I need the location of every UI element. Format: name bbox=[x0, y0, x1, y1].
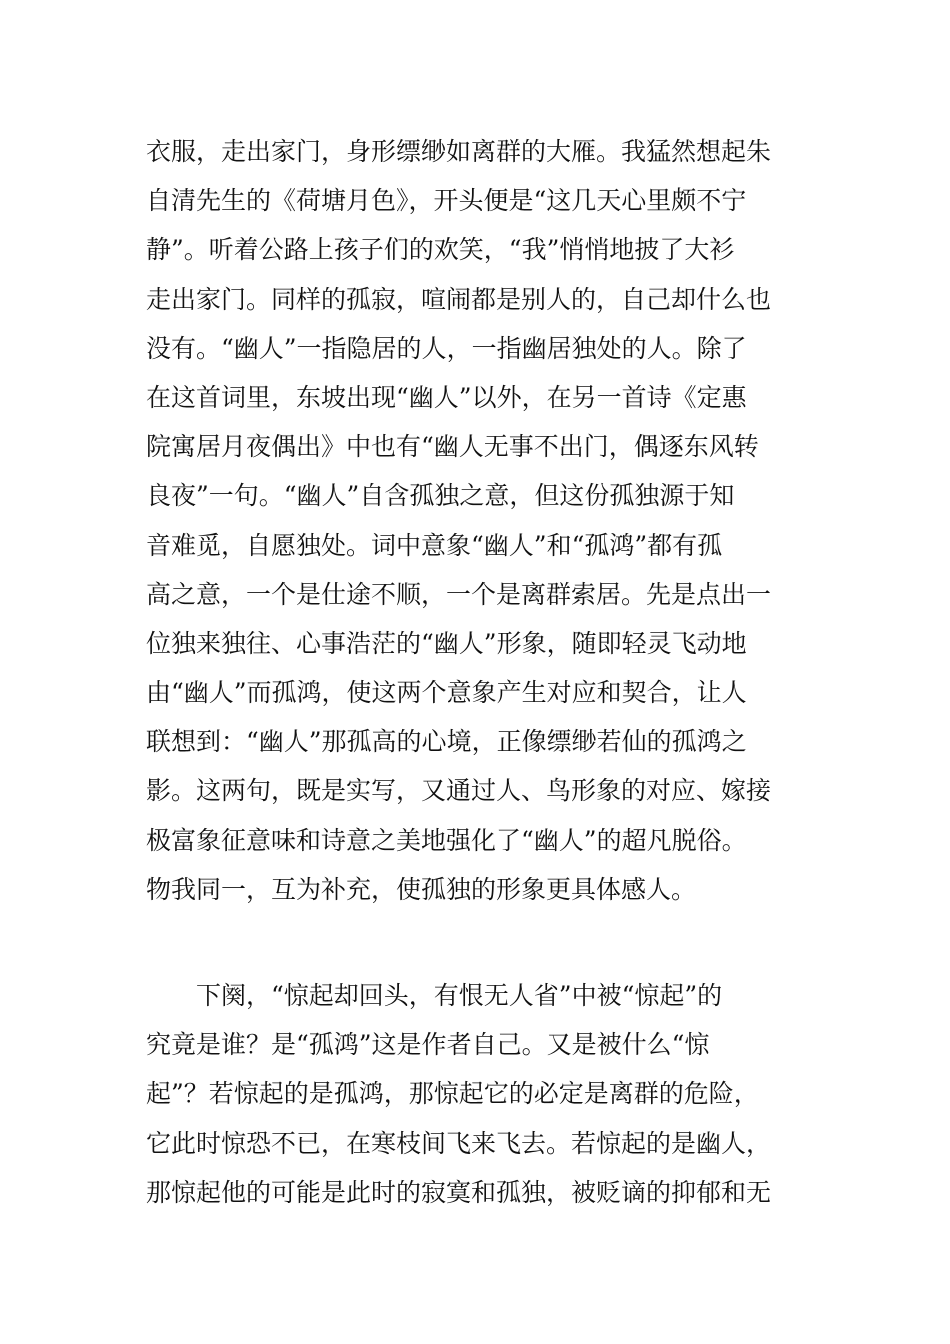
text-line: 高之意，一个是仕途不顺，一个是离群索居。先是点出一 bbox=[146, 579, 772, 609]
text-line: 衣服，走出家门，身形缥缈如离群的大雁。我猛然想起朱 bbox=[146, 137, 772, 166]
text-line: 下阕，“惊起却回头，有恨无人省”中被“惊起”的 bbox=[146, 981, 723, 1010]
text-line: 物我同一，互为补充，使孤独的形象更具体感人。 bbox=[146, 874, 697, 904]
text-line: 起”？若惊起的是孤鸿，那惊起它的必定是离群的危险， bbox=[146, 1079, 759, 1109]
text-line: 它此时惊恐不已，在寒枝间飞来飞去。若惊起的是幽人， bbox=[146, 1128, 772, 1158]
paragraph-1 bbox=[146, 127, 816, 914]
paragraph-2 bbox=[146, 971, 816, 1217]
text-line: 走出家门。同样的孤寂，喧闹都是别人的，自己却什么也 bbox=[146, 284, 772, 314]
text-line: 由“幽人”而孤鸿，使这两个意象产生对应和契合，让人 bbox=[146, 678, 747, 708]
text-line: 院寓居月夜偶出》中也有“幽人无事不出门，偶逐东风转 bbox=[146, 432, 759, 462]
text-line: 那惊起他的可能是此时的寂寞和孤独，被贬谪的抑郁和无 bbox=[146, 1177, 772, 1207]
text-line: 影。这两句，既是实写，又通过人、鸟形象的对应、嫁接 bbox=[146, 776, 772, 806]
text-line: 良夜”一句。“幽人”自含孤独之意，但这份孤独源于知 bbox=[146, 481, 735, 511]
text-line: 究竟是谁？是“孤鸿”这是作者自己。又是被什么“惊 bbox=[146, 1030, 710, 1060]
text-line: 静”。听着公路上孩子们的欢笑，“我”悄悄地披了大衫 bbox=[146, 235, 735, 265]
text-line: 音难觅，自愿独处。词中意象“幽人”和“孤鸿”都有孤 bbox=[146, 530, 723, 560]
text-line: 位独来独往、心事浩茫的“幽人”形象，随即轻灵飞动地 bbox=[146, 628, 747, 658]
text-line: 自清先生的《荷塘月色》，开头便是“这几天心里颇不宁 bbox=[146, 186, 747, 216]
text-line: 极富象征意味和诗意之美地强化了“幽人”的超凡脱俗。 bbox=[146, 825, 747, 855]
text-line: 在这首词里，东坡出现“幽人”以外，在另一首诗《定惠 bbox=[146, 382, 747, 412]
text-line: 联想到：“幽人”那孤高的心境，正像缥缈若仙的孤鸿之 bbox=[146, 727, 747, 757]
text-line: 没有。“幽人”一指隐居的人，一指幽居独处的人。除了 bbox=[146, 333, 747, 363]
